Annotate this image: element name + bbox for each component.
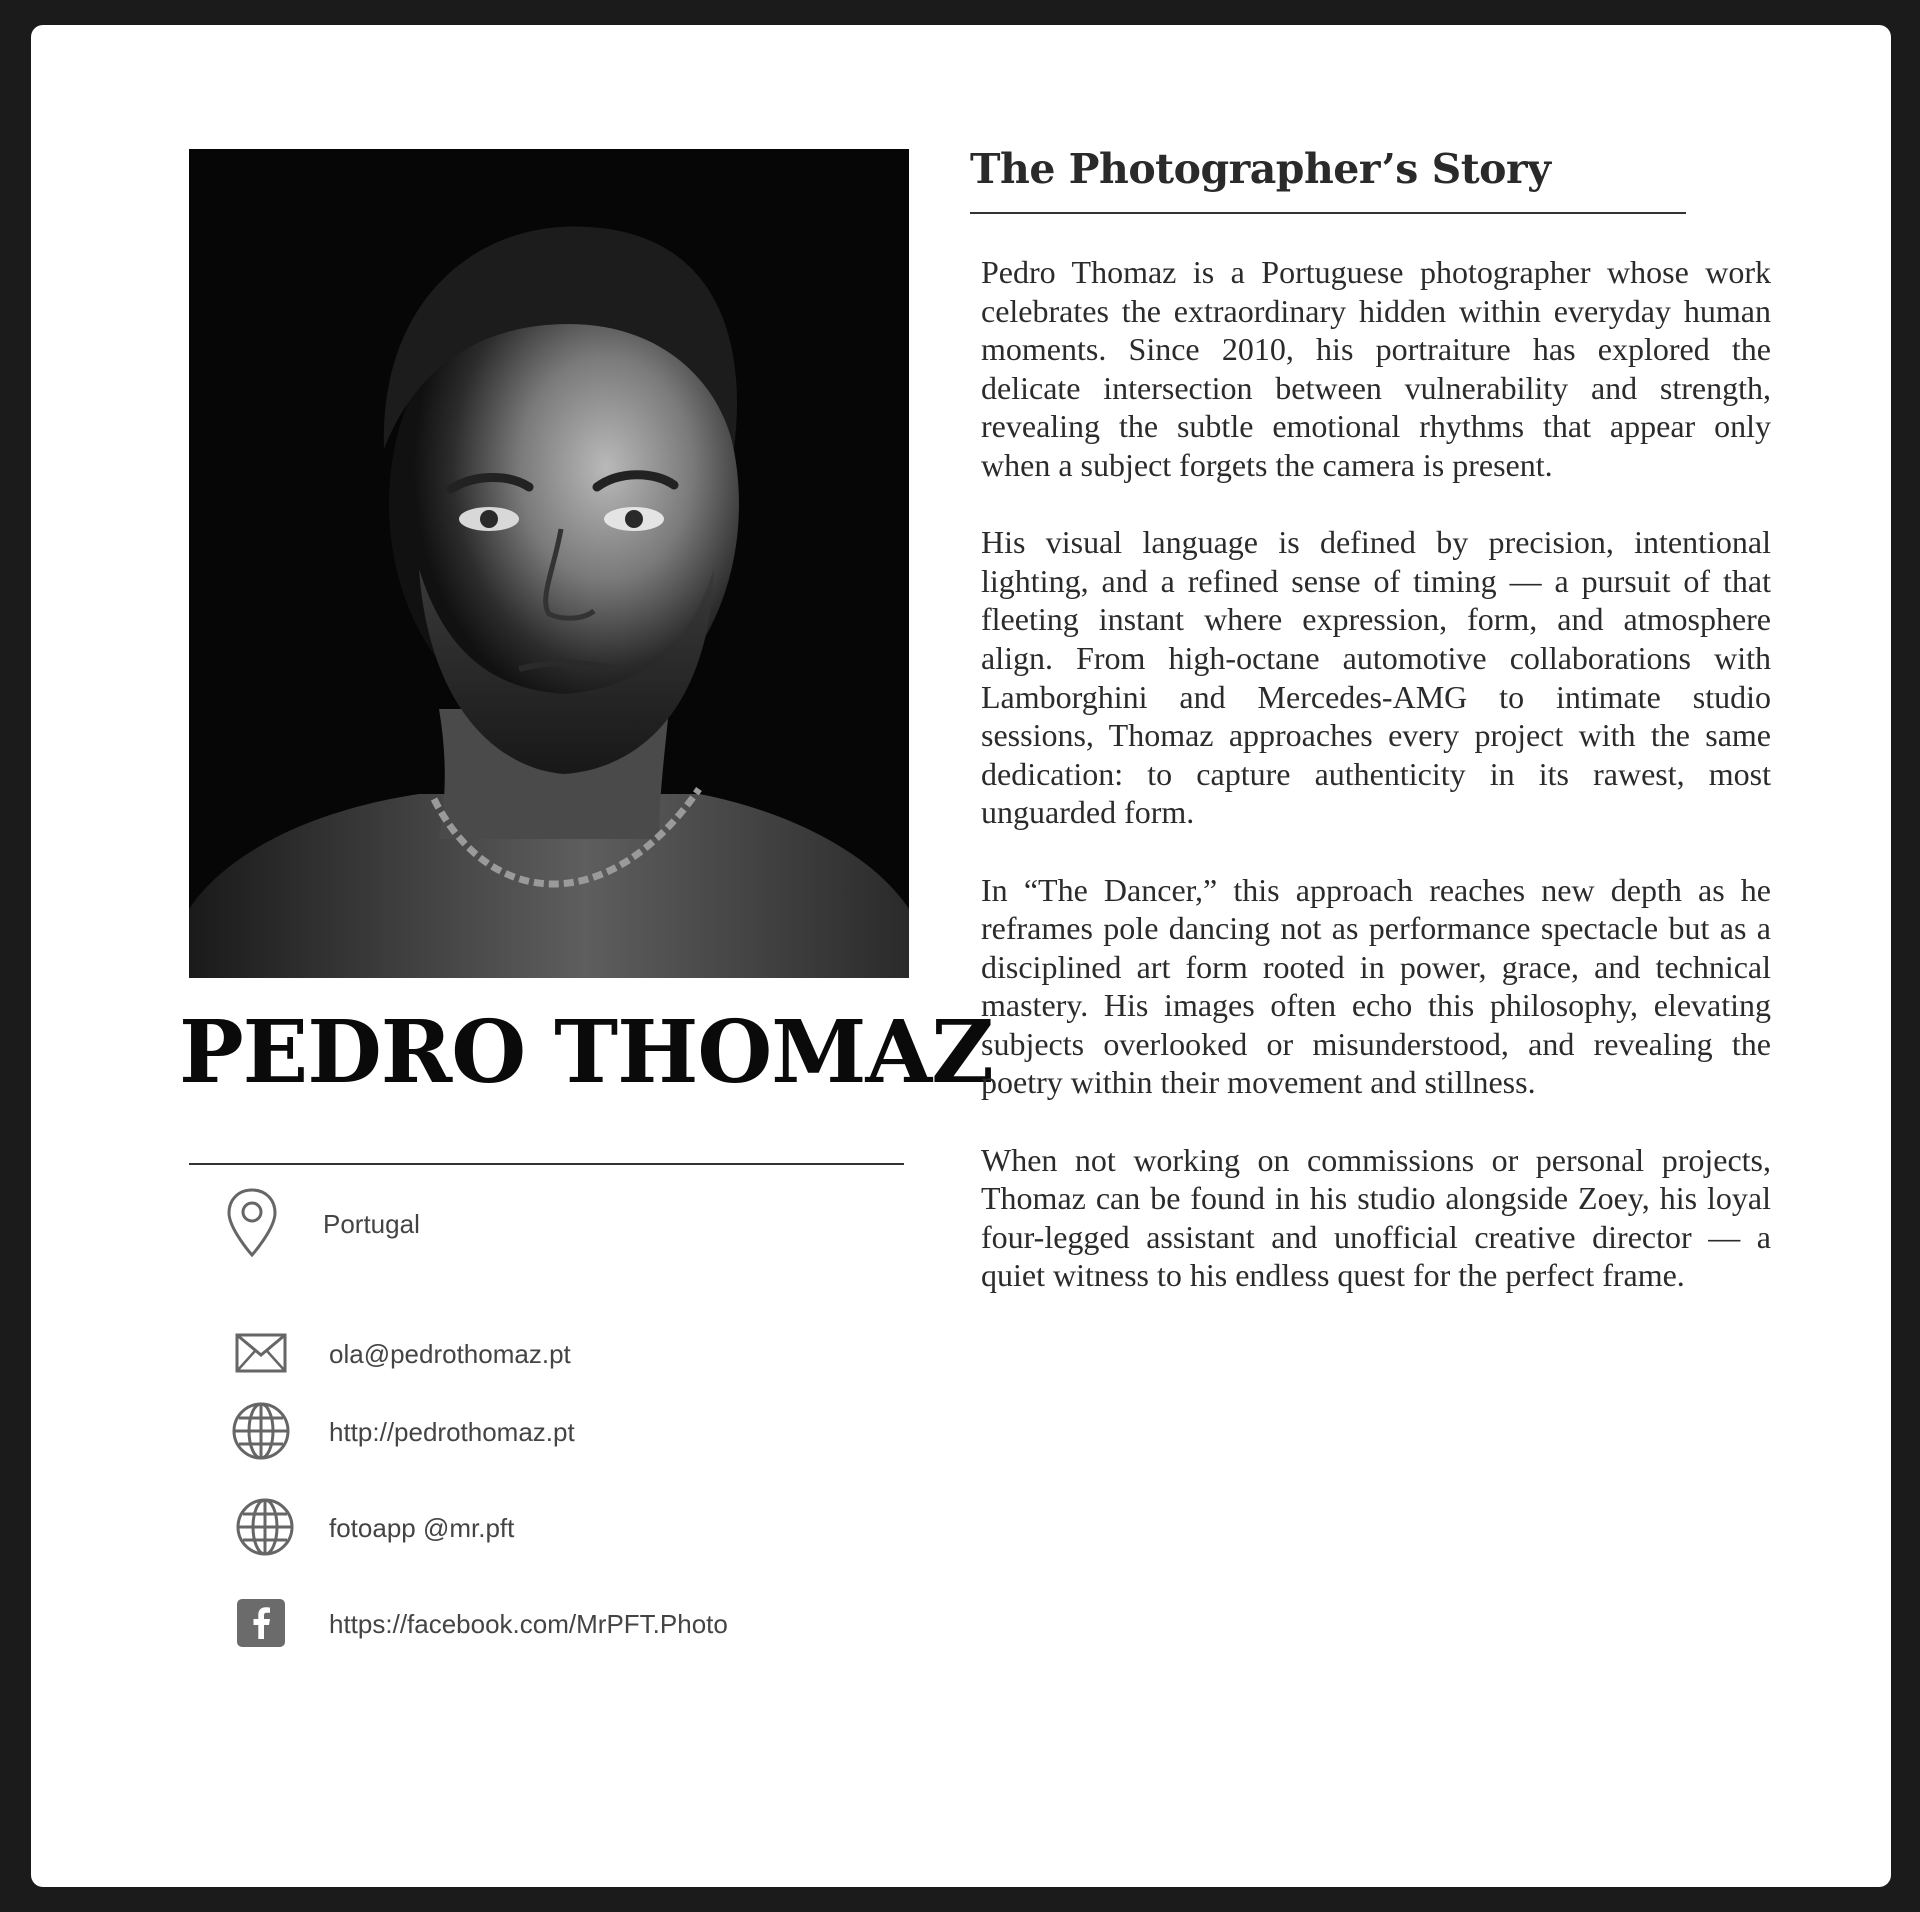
contact-website[interactable] [189, 1396, 889, 1466]
portrait-image [189, 149, 909, 978]
email-link[interactable]: ola@pedrothomaz.pt [329, 1339, 571, 1369]
name-divider [189, 1163, 904, 1165]
story-title: The Photographer’s Story [970, 145, 1551, 193]
contact-email[interactable] [189, 1318, 889, 1388]
story-divider [970, 212, 1686, 214]
fotoapp-handle[interactable]: fotoapp @mr.pft [329, 1513, 515, 1543]
website-link[interactable]: http://pedrothomaz.pt [329, 1417, 575, 1447]
story-paragraph: His visual language is defined by precision, intentional lighting, and a refined sense of timing — a pursuit of that fleeting instant where expression, form, and atmosphere align. From high-octane automotive collaborations with Lamborghini and Mercedes-AMG to intimate studio sessions, Thomaz approaches every project with the same dedication: to capture authenticity in its rawest, most unguarded form. [981, 524, 1771, 831]
story-body [981, 253, 1771, 1295]
profile-card [31, 25, 1891, 1887]
photographer-name: PEDRO THOMAZ [179, 1002, 993, 1103]
envelope-icon [235, 1318, 295, 1388]
globe-icon [235, 1492, 295, 1562]
facebook-icon [237, 1588, 297, 1658]
contact-location [189, 1188, 889, 1258]
facebook-link[interactable]: https://facebook.com/MrPFT.Photo [329, 1609, 728, 1639]
story-paragraph: Pedro Thomaz is a Portuguese photographer whose work celebrates the extraordinary hidden within everyday human moments. Since 2010, his portraiture has explored the delicate intersection between vulnerability and strength, revealing the subtle emotional rhythms that appear only when a subject forgets the camera is present. [981, 254, 1771, 483]
location-text: Portugal [323, 1209, 420, 1239]
story-paragraph: When not working on commissions or personal projects, Thomaz can be found in his studio alongside Zoey, his loyal four-legged assistant and unofficial creative director — a quiet witness to his endless quest for the perfect frame. [981, 1141, 1771, 1294]
story-paragraph: In “The Dancer,” this approach reaches new depth as he reframes pole dancing not as performance spectacle but as a disciplined art form rooted in power, grace, and technical mastery. His images often echo this philosophy, elevating subjects overlooked or misunderstood, and revealing the poetry within their movement and stillness. [981, 871, 1771, 1101]
contact-facebook[interactable] [189, 1588, 889, 1658]
contact-fotoapp[interactable] [189, 1492, 889, 1562]
location-pin-icon [225, 1188, 285, 1258]
globe-icon [231, 1396, 291, 1466]
portrait-photo [189, 149, 909, 978]
